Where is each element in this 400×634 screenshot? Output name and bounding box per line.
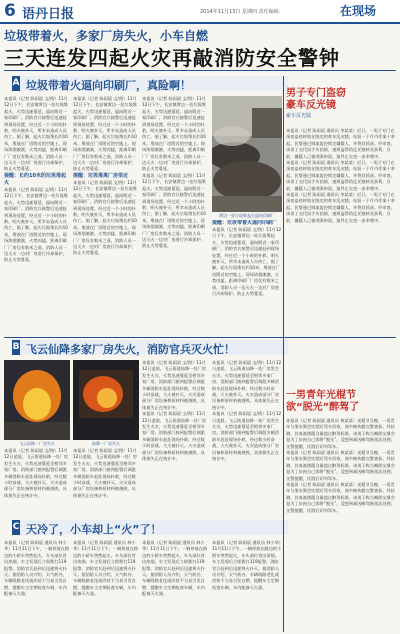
story-a-subhead3: 提醒：垃圾带着火逼向印刷厂 (212, 220, 278, 226)
story-b-title: 飞云仙降多家厂房失火，消防官兵灭火忙！ (26, 343, 235, 356)
sidebar-1-headline-1: 男子专门盗窃 (286, 88, 346, 99)
story-a-photo (212, 96, 282, 212)
story-b-photo-1 (4, 360, 70, 440)
story-a-subhead1: 提醒：长约10米的垃圾堆起火 (4, 172, 66, 186)
story-c-col2: 本报讯（记者 陈雨晨 通讯员 林小华）11月11日下午，一辆停放在路边的小轿车突然起火，车头部位冒出浓烟。车主发现后立即拨打119报警。消防官兵赶到后迅速将火扑灭。据消防人员介绍，天气转冷，车辆线路老化或改装不当易引发自燃，提醒车主定期检查车辆，车内配备灭火器。 (73, 540, 139, 597)
story-a-col3: 本报讯（记者 陈雨晨 文/图）11月12日下午，长安镇霄边一处垃圾堆起火，火势迅速蔓延，逼向附近一家印刷厂。消防官兵接警后迅速赶到现场处置，经过近一个小时的扑救，明火被扑灭，所幸未造成人员伤亡。据了解，起火垃圾堆长约10米，堆放在厂房附近的空地上。现场浓烟滚滚，火势凶猛，距离印刷厂厂房仅有数米之遥。消防人员一边灭火一边对厂房进行冷却保护，防止火势蔓延。 本报讯（记者 陈雨晨 文/图）11月12日下午，长安镇霄边一处垃圾堆起火，火势迅速蔓延，逼向附近一家印刷厂。消防官兵接警后迅速赶到现场处置，经过近一个小时的扑救，明火被扑灭，所幸未造成人员伤亡。据了解，起火垃圾堆长约10米，堆放在厂房附近的空地上。现场浓烟滚滚，火势凶猛，距离印刷厂厂房仅有数米之遥。消防人员一边灭火一边对厂房进行冷却保护，防止火势蔓延。 (142, 96, 206, 249)
sidebar-2-body: 本报讯（记者 陈雨晨 通讯员 黄某某）光棍节当晚，一男青年与朋友聚会饮酒后驾车回家，途中被执勤交警查获。经检测，其血液酒精含量超过醉驾标准。该男子称当晚朋友聚会是为了庆祝自己即将“脱光”，没想到却因醉驾被依法处理。交警提醒，饮酒后切勿驾车。 本报讯（记者 陈雨晨 通讯员 黄某某）光棍节当晚，一男青年与朋友聚会饮酒后驾车回家，途中被执勤交警查获。经检测，其血液酒精含量超过醉驾标准。该男子称当晚朋友聚会是为了庆祝自己即将“脱光”，没想到却因醉驾被依法处理。交警提醒，饮酒后切勿驾车。 本报讯（记者 陈雨晨 通讯员 黄某某）光棍节当晚，一男青年与朋友聚会饮酒后驾车回家，途中被执勤交警查获。经检测，其血液酒精含量超过醉驾标准。该男子称当晚朋友聚会是为了庆祝自己即将“脱光”，没想到却因醉驾被依法处理。交警提醒，饮酒后切勿驾车。 (286, 418, 396, 513)
story-c-col3: 本报讯（记者 陈雨晨 通讯员 林小华）11月11日下午，一辆停放在路边的小轿车突然起火，车头部位冒出浓烟。车主发现后立即拨打119报警。消防官兵赶到后迅速将火扑灭。据消防人员介绍，天气转冷，车辆线路老化或改装不当易引发自燃，提醒车主定期检查车辆，车内配备灭火器。 (142, 540, 208, 597)
main-headline: 三天连发四起火灾再敲消防安全警钟 (4, 46, 340, 70)
story-a-subhead2: 提醒：垃圾堆离厂房很近 (73, 172, 129, 179)
story-a-title: 垃圾带着火逼向印刷厂，真险啊！ (26, 79, 191, 92)
story-a-col2: 本报讯（记者 陈雨晨 文/图）11月12日下午，长安镇霄边一处垃圾堆起火，火势迅速蔓延，逼向附近一家印刷厂。消防官兵接警后迅速赶到现场处置，经过近一个小时的扑救，明火被扑灭，所幸未造成人员伤亡。据了解，起火垃圾堆长约10米，堆放在厂房附近的空地上。现场浓烟滚滚，火势凶猛，距离印刷厂厂房仅有数米之遥。消防人员一边灭火一边对厂房进行冷却保护，防止火势蔓延。 提醒：垃圾堆离厂房很近 本报讯（记者 陈雨晨 文/图）11月12日下午，长安镇霄边一处垃圾堆起火，火势迅速蔓延，逼向附近一家印刷厂。消防官兵接警后迅速赶到现场处置，经过近一个小时的扑救，明火被扑灭，所幸未造成人员伤亡。据了解，起火垃圾堆长约10米，堆放在厂房附近的空地上。现场浓烟滚滚，火势凶猛，距离印刷厂厂房仅有数米之遥。消防人员一边灭火一边对厂房进行冷却保护，防止火势蔓延。 (73, 96, 139, 334)
story-b-col2: 本报讯（记者 陈雨晨 文/图）11月12日凌晨，飞云街道仙降一处厂房发生火灾，火势迅速蔓延至相邻多家厂房。消防部门接到报警后调派多辆消防车赶赴现场扑救，经过数小时奋战，大火被扑灭。火灾造成部分厂房设备和原材料被烧毁，具体损失正在统计中。 (73, 448, 137, 498)
story-b-col4: 本报讯（记者 陈雨晨 文/图）11月12日凌晨，飞云街道仙降一处厂房发生火灾，火势迅速蔓延至相邻多家厂房。消防部门接到报警后调派多辆消防车赶赴现场扑救，经过数小时奋战，大火被扑灭。火灾造成部分厂房设备和原材料被烧毁，具体损失正在统计中。 本报讯（记者 陈雨晨 文/图）11月12日凌晨，飞云街道仙降一处厂房发生火灾，火势迅速蔓延至相邻多家厂房。消防部门接到报警后调派多辆消防车赶赴现场扑救，经过数小时奋战，大火被扑灭。火灾造成部分厂房设备和原材料被烧毁，具体损失正在统计中。 (212, 360, 282, 462)
story-a-caption: 霄边一处垃圾堆起火逼向印刷厂 (219, 213, 275, 218)
story-b-col1: 本报讯（记者 陈雨晨 文/图）11月12日凌晨，飞云街道仙降一处厂房发生火灾，火势迅速蔓延至相邻多家厂房。消防部门接到报警后调派多辆消防车赶赴现场扑救，经过数小时奋战，大火被扑灭。火灾造成部分厂房设备和原材料被烧毁，具体损失正在统计中。 (4, 448, 68, 498)
story-a-letter: A (12, 78, 20, 88)
story-b-photo-2 (73, 360, 139, 440)
sidebar-2-headline-1: 一男青年光棍节 (286, 390, 356, 401)
factory-fire-image-1 (4, 360, 70, 440)
story-a-col1: 本报讯（记者 陈雨晨 文/图）11月12日下午，长安镇霄边一处垃圾堆起火，火势迅速蔓延，逼向附近一家印刷厂。消防官兵接警后迅速赶到现场处置，经过近一个小时的扑救，明火被扑灭，所幸未造成人员伤亡。据了解，起火垃圾堆长约10米，堆放在厂房附近的空地上。现场浓烟滚滚，火势凶猛，距离印刷厂厂房仅有数米之遥。消防人员一边灭火一边对厂房进行冷却保护，防止火势蔓延。 提醒：长约10米的垃圾堆起火 本报讯（记者 陈雨晨 文/图）11月12日下午，长安镇霄边一处垃圾堆起火，火势迅速蔓延，逼向附近一家印刷厂。消防官兵接警后迅速赶到现场处置，经过近一个小时的扑救，明火被扑灭，所幸未造成人员伤亡。据了解，起火垃圾堆长约10米，堆放在厂房附近的空地上。现场浓烟滚滚，火势凶猛，距离印刷厂厂房仅有数米之遥。消防人员一边灭火一边对厂房进行冷却保护，防止火势蔓延。 (4, 96, 70, 334)
headline-rule (4, 70, 396, 71)
story-c-letter: C (12, 522, 20, 532)
story-b-band (12, 340, 288, 355)
sidebar-1-body: 本报讯（记者 陈雨晨 通讯员 李某某）近日，一男子专门在深夜盗窃停放在路边的豪车反光镜，短短一个月内作案十余起。民警通过调取监控锁定嫌疑人，并将其抓获。经审查，该男子交代因手头拮据，遂将盗得的反光镜转卖获利。目前，嫌疑人已被刑事拘留，案件正在进一步审理中。 本报讯（记者 陈雨晨 通讯员 李某某）近日，一男子专门在深夜盗窃停放在路边的豪车反光镜，短短一个月内作案十余起。民警通过调取监控锁定嫌疑人，并将其抓获。经审查，该男子交代因手头拮据，遂将盗得的反光镜转卖获利。目前，嫌疑人已被刑事拘留，案件正在进一步审理中。 本报讯（记者 陈雨晨 通讯员 李某某）近日，一男子专门在深夜盗窃停放在路边的豪车反光镜，短短一个月内作案十余起。民警通过调取监控锁定嫌疑人，并将其抓获。经审查，该男子交代因手头拮据，遂将盗得的反光镜转卖获利。目前，嫌疑人已被刑事拘留，案件正在进一步审理中。 (286, 128, 395, 223)
paper-name: 语丹日报 (22, 7, 75, 22)
story-a-band (12, 76, 288, 91)
section-title: 在现场 (340, 4, 377, 18)
factory-fire-image-2 (73, 360, 139, 440)
date-line: 2014年11月13日 星期四 责任编辑： (200, 9, 284, 15)
story-c-col4: 本报讯（记者 陈雨晨 通讯员 林小华）11月11日下午，一辆停放在路边的小轿车突然起火，车头部位冒出浓烟。车主发现后立即拨打119报警。消防官兵赶到后迅速将火扑灭。据消防人员介绍，天气转冷，车辆线路老化或改装不当易引发自燃，提醒车主定期检查车辆，车内配备灭火器。 (212, 540, 282, 590)
story-a-col4: 提醒：垃圾带着火逼向印刷厂 本报讯（记者 陈雨晨 文/图）11月12日下午，长安镇霄边一处垃圾堆起火，火势迅速蔓延，逼向附近一家印刷厂。消防官兵接警后迅速赶到现场处置，经过近一个小时的扑救，明火被扑灭，所幸未造成人员伤亡。据了解，起火垃圾堆长约10米，堆放在厂房附近的空地上。现场浓烟滚滚，火势凶猛，距离印刷厂厂房仅有数米之遥。消防人员一边灭火一边对厂房进行冷却保护，防止火势蔓延。 (212, 220, 282, 297)
sidebar-1 (286, 88, 396, 119)
sidebar-2 (286, 390, 396, 414)
story-b-caption-2: 仙降一厂房失火 (92, 441, 120, 446)
sidebar-2-headline-2: 欲“脱光”醉驾了 (286, 402, 360, 413)
story-b-letter: B (12, 342, 20, 352)
fire-scene-image (212, 96, 282, 212)
page-number: 6 (4, 1, 16, 21)
story-c-band (12, 520, 288, 535)
kicker: 垃圾带着火，多家厂房失火，小车自燃 (4, 29, 209, 43)
story-c-title: 天冷了，小车却上“火”了！ (26, 523, 162, 536)
column-divider (283, 76, 284, 632)
sidebar-1-headline-2: 豪车反光镜 (286, 100, 336, 111)
story-b-col3: 本报讯（记者 陈雨晨 文/图）11月12日凌晨，飞云街道仙降一处厂房发生火灾，火势迅速蔓延至相邻多家厂房。消防部门接到报警后调派多辆消防车赶赴现场扑救，经过数小时奋战，大火被扑灭。火灾造成部分厂房设备和原材料被烧毁，具体损失正在统计中。 本报讯（记者 陈雨晨 文/图）11月12日凌晨，飞云街道仙降一处厂房发生火灾，火势迅速蔓延至相邻多家厂房。消防部门接到报警后调派多辆消防车赶赴现场扑救，经过数小时奋战，大火被扑灭。火灾造成部分厂房设备和原材料被烧毁，具体损失正在统计中。 (142, 360, 206, 462)
sidebar-1-subhead: 豪车反光镜 (286, 113, 312, 119)
story-b-caption-1: 飞云仙降一厂房失火 (19, 441, 55, 446)
story-c-col1: 本报讯（记者 陈雨晨 通讯员 林小华）11月11日下午，一辆停放在路边的小轿车突然起火，车头部位冒出浓烟。车主发现后立即拨打119报警。消防官兵赶到后迅速将火扑灭。据消防人员介绍，天气转冷，车辆线路老化或改装不当易引发自燃，提醒车主定期检查车辆，车内配备灭火器。 (4, 540, 70, 597)
section-rule-1 (4, 337, 396, 338)
